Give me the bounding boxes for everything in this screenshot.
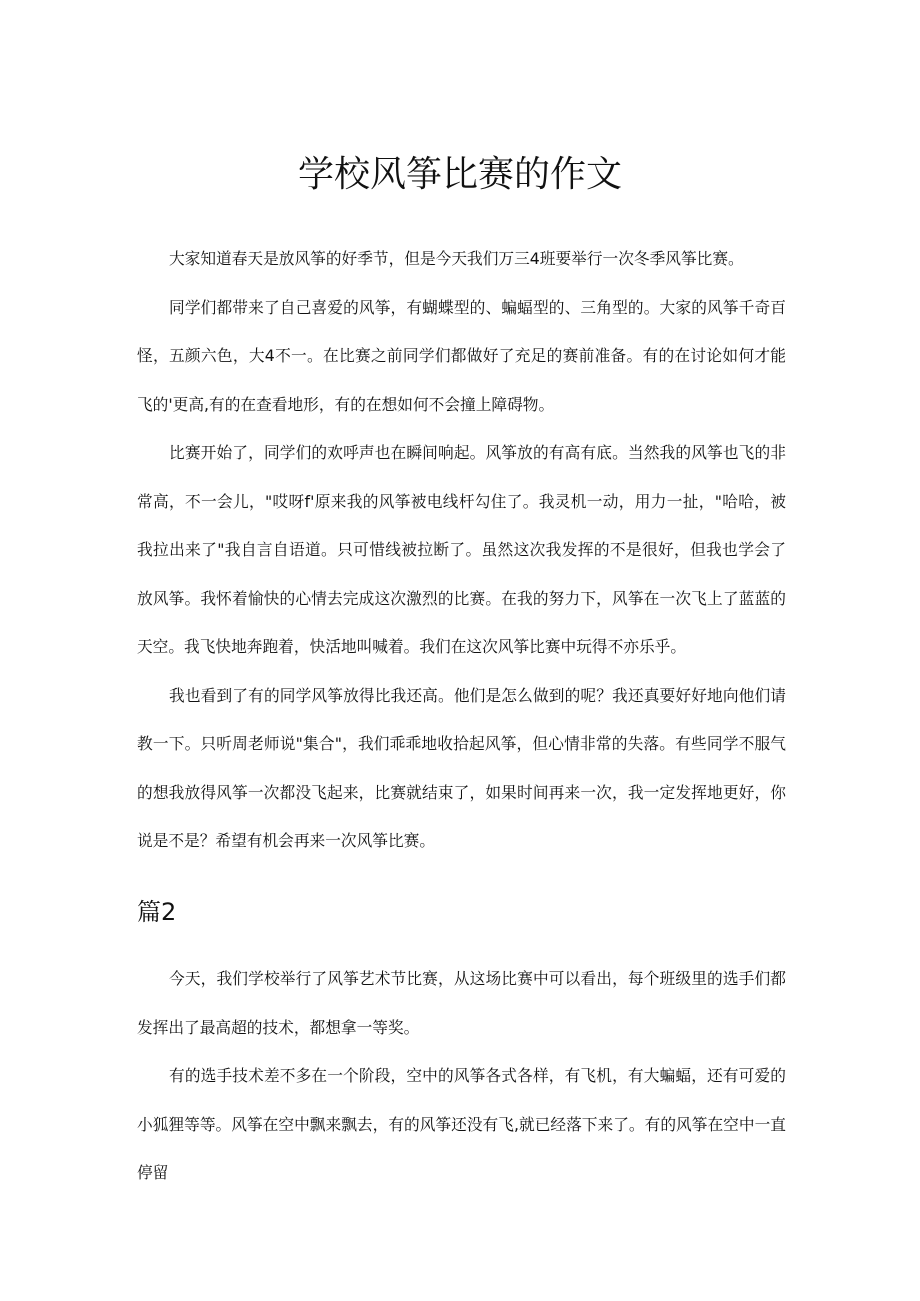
paragraph: 有的选手技术差不多在一个阶段，空中的风筝各式各样，有飞机，有大蝙蝠，还有可爱的小狐狸等等。风筝在空中飘来飘去，有的风筝还没有飞,就已经落下来了。有的风筝在空中一直停留 bbox=[137, 1066, 786, 1182]
section-2-heading: 篇2 bbox=[137, 898, 177, 926]
page-title: 学校风筝比赛的作文 bbox=[297, 154, 622, 195]
paragraph: 今天，我们学校举行了风筝艺术节比赛，从这场比赛中可以看出，每个班级里的选手们都发挥出了最高超的技术，都想拿一等奖。 bbox=[137, 969, 786, 1037]
paragraph: 我也看到了有的同学风筝放得比我还高。他们是怎么做到的呢？我还真要好好地向他们请教一下。只听周老师说"集合"，我们乖乖地收拾起风筝，但心情非常的失落。有些同学不服气的想我放得风筝一次都没飞起来，比赛就结束了，如果时间再来一次，我一定发挥地更好，你说是不是？希望有机会再来一次风筝比赛。 bbox=[137, 685, 786, 850]
paragraph: 同学们都带来了自己喜爱的风筝，有蝴蝶型的、蝙蝠型的、三角型的。大家的风筝千奇百怪，五颜六色，大4不一。在比赛之前同学们都做好了充足的赛前准备。有的在讨论如何才能飞的'更高,有的在查看地形，有的在想如何不会撞上障碍物。 bbox=[137, 297, 786, 414]
section-2-body bbox=[137, 955, 786, 1198]
paragraph: 大家知道春天是放风筝的好季节，但是今天我们万三4班要举行一次冬季风筝比赛。 bbox=[169, 249, 744, 268]
section-1-body bbox=[137, 235, 786, 866]
paragraph: 比赛开始了，同学们的欢呼声也在瞬间响起。风筝放的有高有底。当然我的风筝也飞的非常高，不一会儿，"哎呀f'原来我的风筝被电线杆勾住了。我灵机一动，用力一扯，"哈哈，被我拉出来了"我自言自语道。只可惜线被拉断了。虽然这次我发挥的不是很好，但我也学会了放风筝。我怀着愉快的心情去完成这次激烈的比赛。在我的努力下，风筝在一次飞上了蓝蓝的天空。我飞快地奔跑着，快活地叫喊着。我们在这次风筝比赛中玩得不亦乐乎。 bbox=[137, 443, 786, 656]
